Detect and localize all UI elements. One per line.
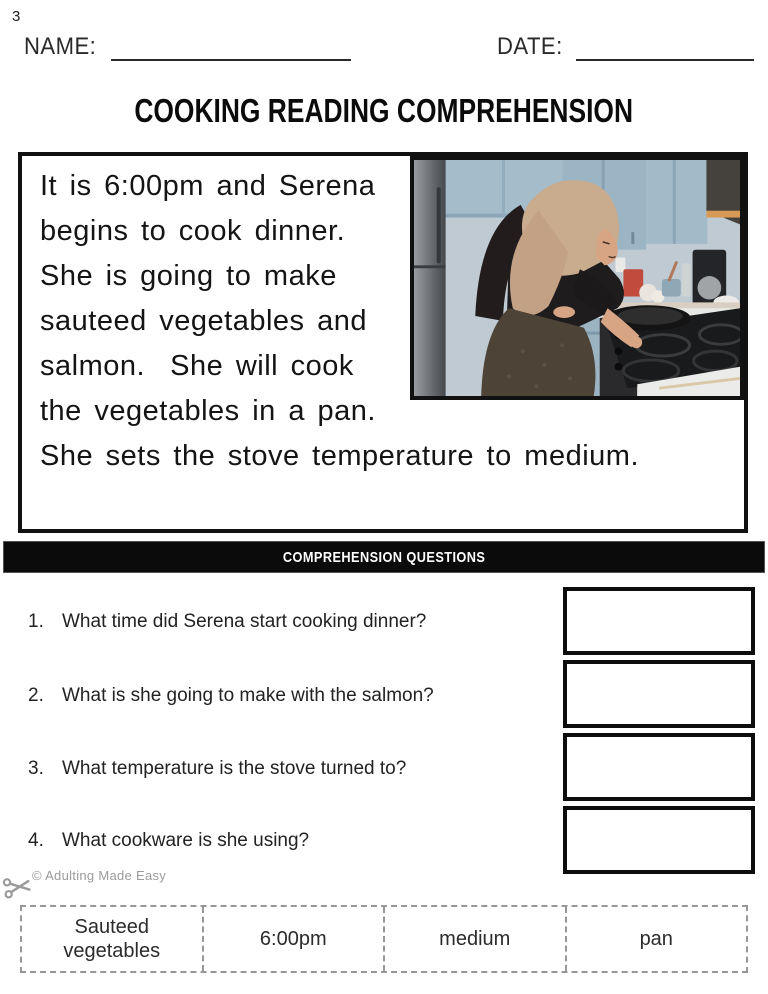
copyright-credit: © Adulting Made Easy <box>32 868 167 883</box>
question-4-number: 4. <box>28 830 44 851</box>
passage-text: It is 6:00pm and Serena begins to cook dinner. She is going to make sauteed vegetables and salmon. She will cook the vegetables in a pan. She sets the stove temperature to medium. <box>40 170 639 472</box>
page-number: 3 <box>12 8 21 25</box>
answer-option-medium[interactable]: medium <box>383 907 565 971</box>
page-title: COOKING READING COMPREHENSION <box>134 92 634 129</box>
answer-option-sauteed-vegetables[interactable]: Sauteed vegetables <box>63 916 161 962</box>
question-2 <box>28 682 548 710</box>
question-3 <box>28 755 548 783</box>
kitchen-scene-illustration <box>414 160 740 396</box>
question-4-text: What cookware is she using? <box>62 830 310 851</box>
name-blank-line[interactable] <box>111 37 351 61</box>
answer-bank-strip <box>20 905 748 973</box>
question-2-text: What is she going to make with the salmon? <box>62 685 434 706</box>
date-blank-line[interactable] <box>576 37 754 61</box>
name-label: NAME: <box>24 33 97 60</box>
question-2-number: 2. <box>28 685 44 706</box>
comprehension-questions-header: COMPREHENSION QUESTIONS <box>3 541 765 573</box>
answer-option-600pm[interactable]: 6:00pm <box>202 907 384 971</box>
date-label: DATE: <box>497 33 563 60</box>
scissors-icon <box>0 870 34 904</box>
question-4 <box>28 827 548 855</box>
answer-box-3[interactable] <box>563 733 755 801</box>
question-1 <box>28 608 548 636</box>
question-3-text: What temperature is the stove turned to? <box>62 758 407 779</box>
answer-option-pan[interactable]: pan <box>565 907 747 971</box>
reading-passage-box <box>18 152 748 533</box>
question-3-number: 3. <box>28 758 44 779</box>
answer-box-1[interactable] <box>563 587 755 655</box>
answer-box-2[interactable] <box>563 660 755 728</box>
question-1-number: 1. <box>28 611 44 632</box>
cooking-photo <box>410 156 744 400</box>
question-1-text: What time did Serena start cooking dinner? <box>62 611 427 632</box>
date-field <box>497 33 754 61</box>
name-field <box>24 33 351 61</box>
answer-box-4[interactable] <box>563 806 755 874</box>
